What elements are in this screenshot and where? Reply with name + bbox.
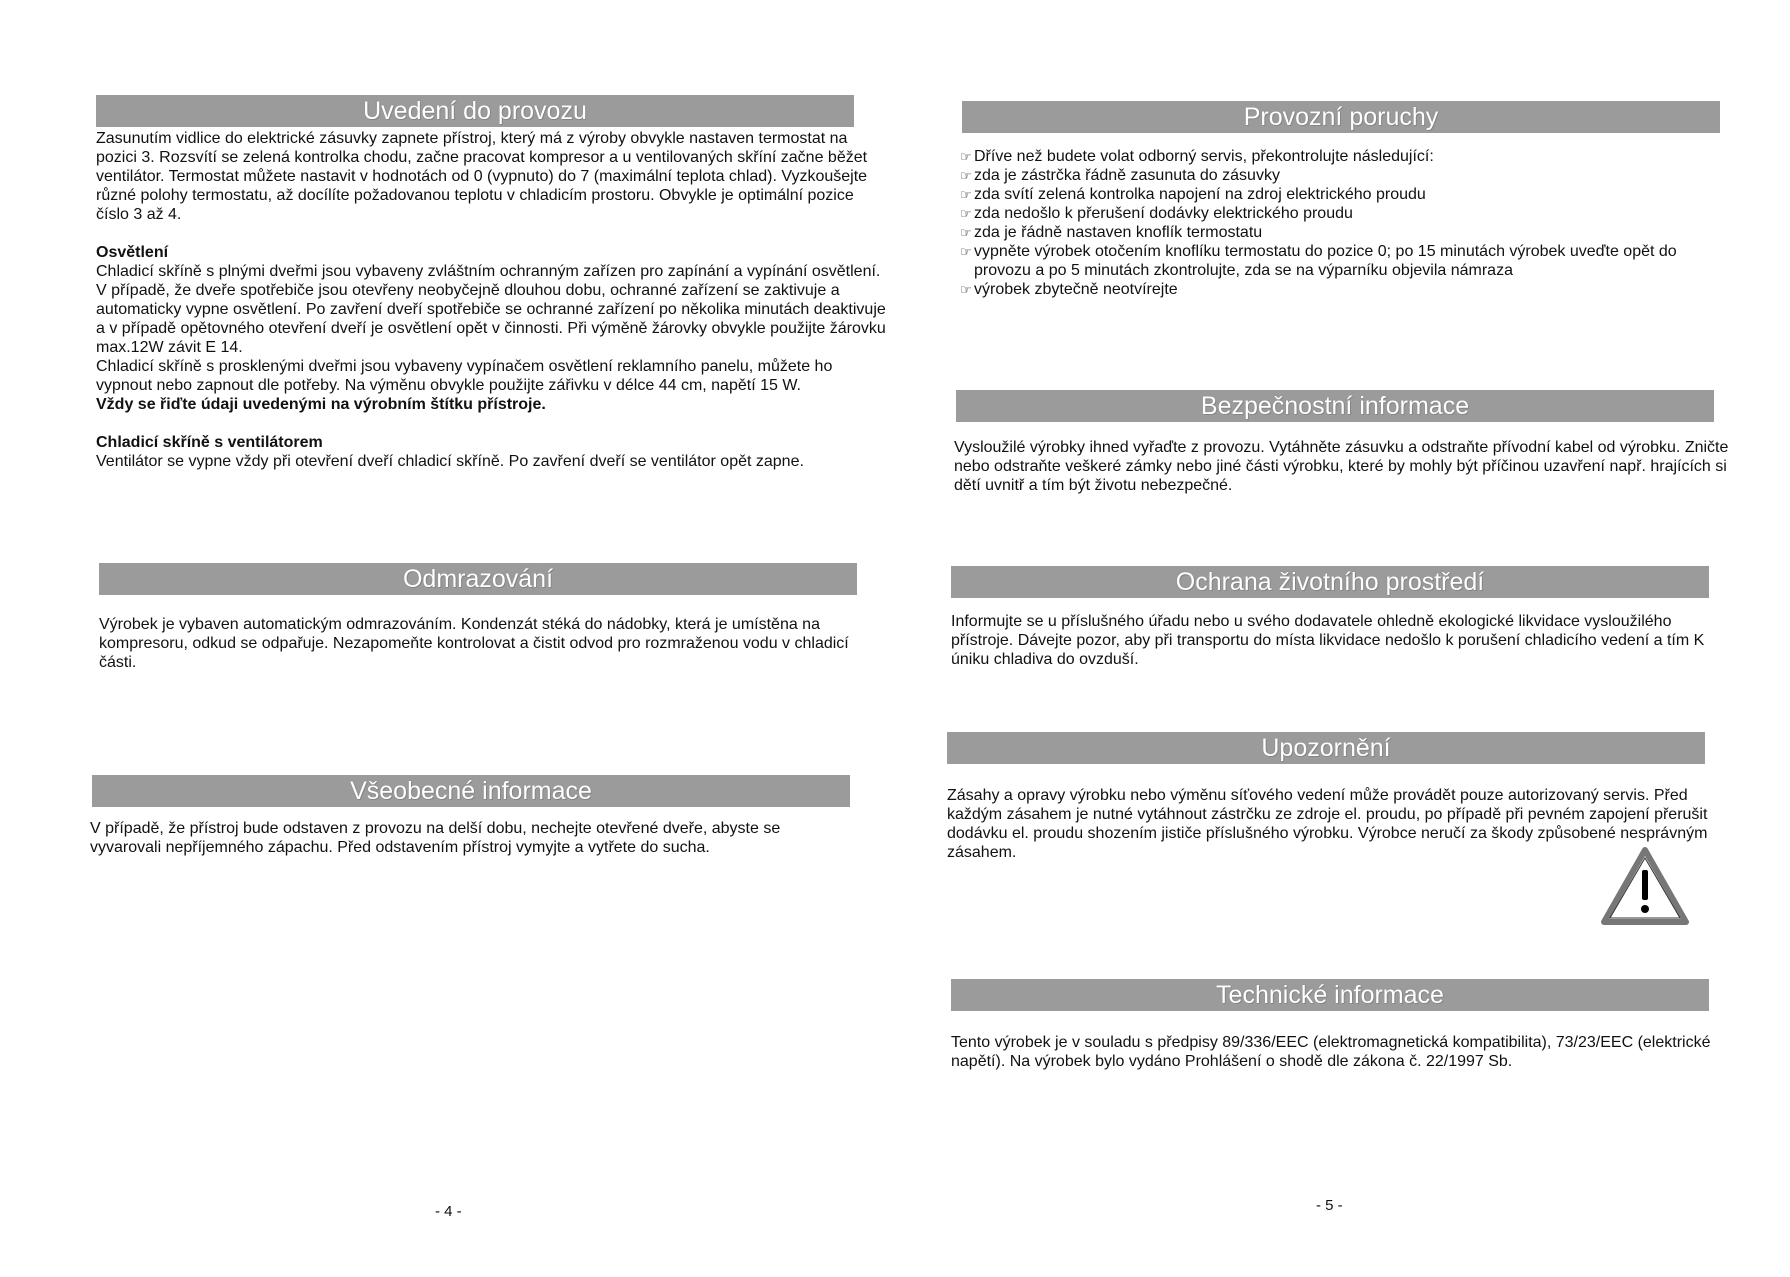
section-header: Technické informace [951, 979, 1709, 1011]
section-body [951, 1033, 1731, 1071]
paragraph: Zásahy a opravy výrobku nebo výměnu síťového vedení může provádět pouze autorizovaný servis. Před každým zásahem je nutné vytáhnout zástrčku ze zdroje el. proudu, po případě při pevném zapojení přerušit dodávku el. proudu shozením jističe příslušného výrobku. Výrobce neručí za škody způsobené nesprávným zásahem. [947, 787, 1708, 861]
pointing-hand-icon: ☞ [960, 168, 972, 183]
section-poruchy [962, 101, 1732, 299]
list-item: ☞ zda nedošlo k přerušení dodávky elektrického proudu [960, 205, 1353, 222]
subheading-ventilator: Chladicí skříně s ventilátorem [96, 434, 323, 451]
pointing-hand-icon: ☞ [960, 282, 972, 297]
list-item: ☞ zda je řádně nastaven knoflík termostatu [960, 224, 1263, 241]
section-header: Uvedení do provozu [96, 95, 854, 127]
list-item: ☞ výrobek zbytečně neotvírejte [960, 281, 1178, 298]
pointing-hand-icon: ☞ [960, 206, 972, 221]
paragraph: Výrobek je vybaven automatickým odmrazováním. Kondenzát stéká do nádobky, která je umístěna na kompresoru, odkud se odpařuje. Nezapomeňte kontrolovat a čistit odvod pro rozmraženou vodu v chladicí části. [99, 616, 849, 671]
section-ochrana [951, 566, 1726, 669]
section-header: Upozornění [947, 732, 1705, 764]
troubleshooting-list [960, 147, 1732, 299]
section-body [99, 615, 879, 672]
section-body [954, 438, 1736, 495]
paragraph: Chladicí skříně s prosklenými dveřmi jsou vybaveny vypínačem osvětlení reklamního panelu, můžete ho vypnout nebo zapnout dle potřeby. Na výměnu obvykle použijte zářivku v délce 44 cm, napětí 15 W. [96, 358, 833, 394]
pointing-hand-icon: ☞ [960, 187, 972, 202]
section-body [96, 129, 886, 471]
section-technicke [951, 979, 1731, 1071]
section-header: Všeobecné informace [92, 775, 850, 807]
list-item: ☞ Dříve než budete volat odborný servis, překontrolujte následující: [960, 148, 1434, 165]
section-body [951, 612, 1726, 669]
paragraph: V případě, že přístroj bude odstaven z provozu na delší dobu, nechejte otevřené dveře, abyste se vyvarovali nepříjemného zápachu. Před odstavením přístroj vymyjte a vytřete do sucha. [90, 820, 781, 856]
section-header: Bezpečnostní informace [956, 390, 1714, 422]
pointing-hand-icon: ☞ [960, 244, 972, 259]
paragraph: Zasunutím vidlice do elektrické zásuvky zapnete přístroj, který má z výroby obvykle nastaven termostat na pozici 3. Rozsvítí se zelená kontrolka chodu, začne pracovat kompresor a u ventilovaných skříní začne běžet ventilátor. Termostat můžete nastavit v hodnotách od 0 (vypnuto) do 7 (maximální teplota chlad). Vyzkoušejte různé polohy termostatu, až docílíte požadovanou teplotu v chladicím prostoru. Obvykle je optimální pozice číslo 3 až 4. [96, 130, 868, 223]
list-item: ☞ vypněte výrobek otočením knoflíku termostatu do pozice 0; po 15 minutách výrobek uveďte opět do provozu a po 5 minutách zkontrolujte, zda se na výparníku objevila námraza [960, 243, 1677, 279]
warning-triangle-icon [1600, 846, 1690, 928]
section-upozorneni [947, 732, 1727, 862]
page-number-right: - 5 - [1316, 1197, 1343, 1214]
pointing-hand-icon: ☞ [960, 225, 972, 240]
paragraph: Informujte se u příslušného úřadu nebo u svého dodavatele ohledně ekologické likvidace vysloužilého přístroje. Dávejte pozor, aby při transportu do místa likvidace nedošlo k porušení chladicího vedení a tím K úniku chladiva do ovzduší. [951, 613, 1705, 668]
subheading-osvetleni: Osvětlení [96, 244, 169, 261]
list-item: ☞ zda svítí zelená kontrolka napojení na zdroj elektrického proudu [960, 186, 1426, 203]
paragraph: Vysloužilé výrobky ihned vyřaďte z provozu. Vytáhněte zásuvku a odstraňte přívodní kabel od výrobku. Zničte nebo odstraňte veškeré zámky nebo jiné části výrobku, které by mohly být příčinou uzavření např. hrajících si dětí uvnitř a tím být životu nebezpečné. [954, 439, 1729, 494]
section-body [90, 819, 852, 857]
section-bezpecnost [956, 390, 1736, 495]
section-header: Ochrana životního prostředí [951, 566, 1709, 598]
paragraph: Ventilátor se vypne vždy při otevření dveří chladicí skříně. Po zavření dveří se ventilátor opět zapne. [96, 453, 804, 470]
paragraph: Tento výrobek je v souladu s předpisy 89/336/EEC (elektromagnetická kompatibilita), 73/23/EEC (elektrické napětí). Na výrobek bylo vydáno Prohlášení o shodě dle zákona č. 22/1997 Sb. [951, 1034, 1711, 1070]
page-number-left: - 4 - [435, 1203, 462, 1220]
pointing-hand-icon: ☞ [960, 149, 972, 164]
section-header: Provozní poruchy [962, 101, 1720, 133]
section-uvedeni [96, 95, 886, 470]
section-odmrazovani [99, 563, 879, 672]
bold-note: Vždy se řiďte údaji uvedenými na výrobním štítku přístroje. [96, 396, 546, 413]
paragraph: Chladicí skříně s plnými dveřmi jsou vybaveny zvláštním ochranným zařízen pro zapínání a vypínání osvětlení. V případě, že dveře spotřebiče jsou otevřeny neobyčejně dlouhou dobu, ochranné zařízení se zaktivuje a automaticky vypne osvětlení. Po zavření dveří spotřebiče se ochranné zařízení po několika minutách deaktivuje a v případě opětovného otevření dveří je osvětlení opět v činnosti. Při výměně žárovky obvykle použijte žárovku max.12W závit E 14. [96, 263, 886, 356]
section-header: Odmrazování [99, 563, 857, 595]
section-vseobecne [92, 775, 852, 857]
list-item: ☞ zda je zástrčka řádně zasunuta do zásuvky [960, 167, 1280, 184]
